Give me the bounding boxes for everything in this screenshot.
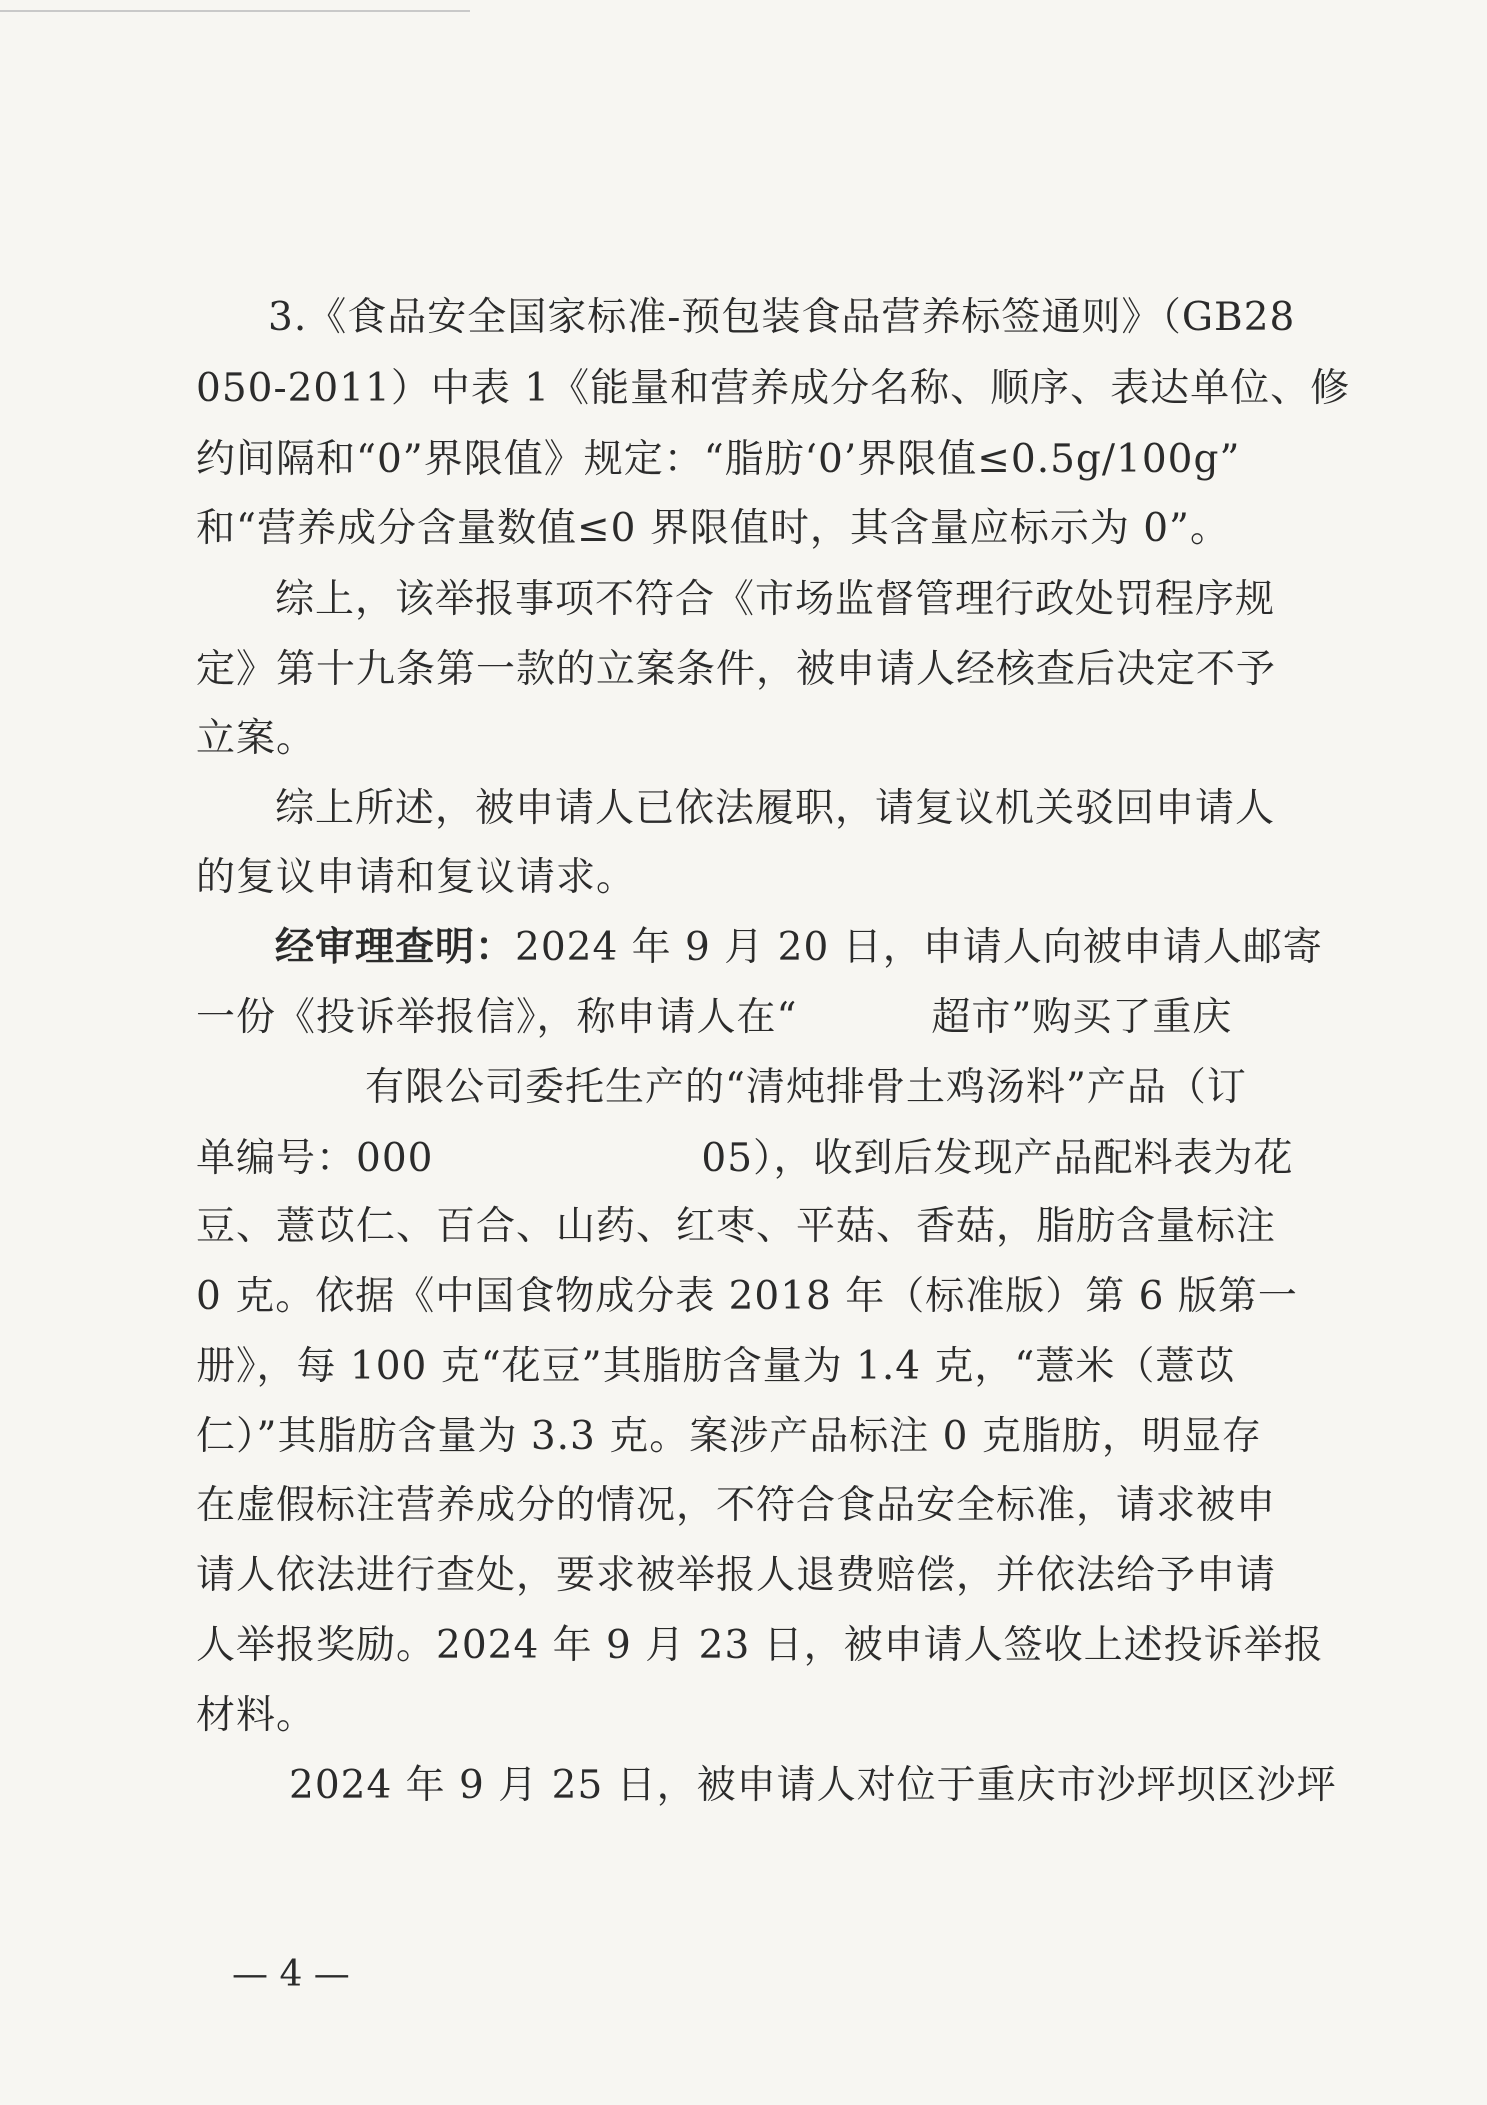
text-line: 立案。 bbox=[196, 716, 317, 761]
finding-text: 2024 年 9 月 20 日，申请人向被申请人邮寄 bbox=[515, 925, 1323, 970]
text-line: 材料。 bbox=[196, 1693, 317, 1738]
text-line: 仁）”其脂肪含量为 3.3 克。案涉产品标注 0 克脂肪，明显存 bbox=[196, 1414, 1262, 1459]
page-number: — 4 — bbox=[232, 1954, 350, 1995]
text-line: 在虚假标注营养成分的情况，不符合食品安全标准，请求被申 bbox=[196, 1483, 1277, 1528]
text-line: 豆、薏苡仁、百合、山药、红枣、平菇、香菇，脂肪含量标注 bbox=[196, 1204, 1277, 1249]
text-line: 2024 年 9 月 25 日，被申请人对位于重庆市沙坪坝区沙坪 bbox=[289, 1763, 1337, 1808]
text-line: 的复议申请和复议请求。 bbox=[196, 855, 637, 900]
text-line: 单编号：000 05），收到后发现产品配料表为花 bbox=[196, 1136, 1294, 1181]
text-line: 定》第十九条第一款的立案条件，被申请人经核查后决定不予 bbox=[196, 647, 1277, 692]
text-line: 人举报奖励。2024 年 9 月 23 日，被申请人签收上述投诉举报 bbox=[196, 1623, 1324, 1668]
text-line: 约间隔和“0”界限值》规定：“脂肪‘0’界限值≤0.5g/100g” bbox=[196, 437, 1241, 482]
text-line: 综上，该举报事项不符合《市场监督管理行政处罚程序规 bbox=[275, 577, 1276, 622]
text-line: 050-2011）中表 1《能量和营养成分名称、顺序、表达单位、修 bbox=[196, 366, 1351, 411]
text-line: 和“营养成分含量数值≤0 界限值时，其含量应标示为 0”。 bbox=[196, 506, 1230, 551]
text-line: 请人依法进行查处，要求被举报人退费赔偿，并依法给予申请 bbox=[196, 1553, 1277, 1598]
text-line: 册》，每 100 克“花豆”其脂肪含量为 1.4 克，“薏米（薏苡 bbox=[196, 1344, 1236, 1389]
scan-edge-line bbox=[0, 10, 470, 12]
finding-label: 经审理查明： bbox=[275, 925, 516, 970]
text-line: 一份《投诉举报信》，称申请人在“ 超市”购买了重庆 bbox=[196, 995, 1233, 1040]
text-line: 0 克。依据《中国食物成分表 2018 年（标准版）第 6 版第一 bbox=[196, 1274, 1298, 1319]
text-line: 有限公司委托生产的“清炖排骨土鸡汤料”产品（订 bbox=[365, 1065, 1247, 1110]
text-line: 3.《食品安全国家标准-预包装食品营养标签通则》（GB28 bbox=[268, 295, 1296, 340]
text-line: 综上所述，被申请人已依法履职，请复议机关驳回申请人 bbox=[275, 786, 1276, 831]
finding-line bbox=[275, 922, 1323, 974]
